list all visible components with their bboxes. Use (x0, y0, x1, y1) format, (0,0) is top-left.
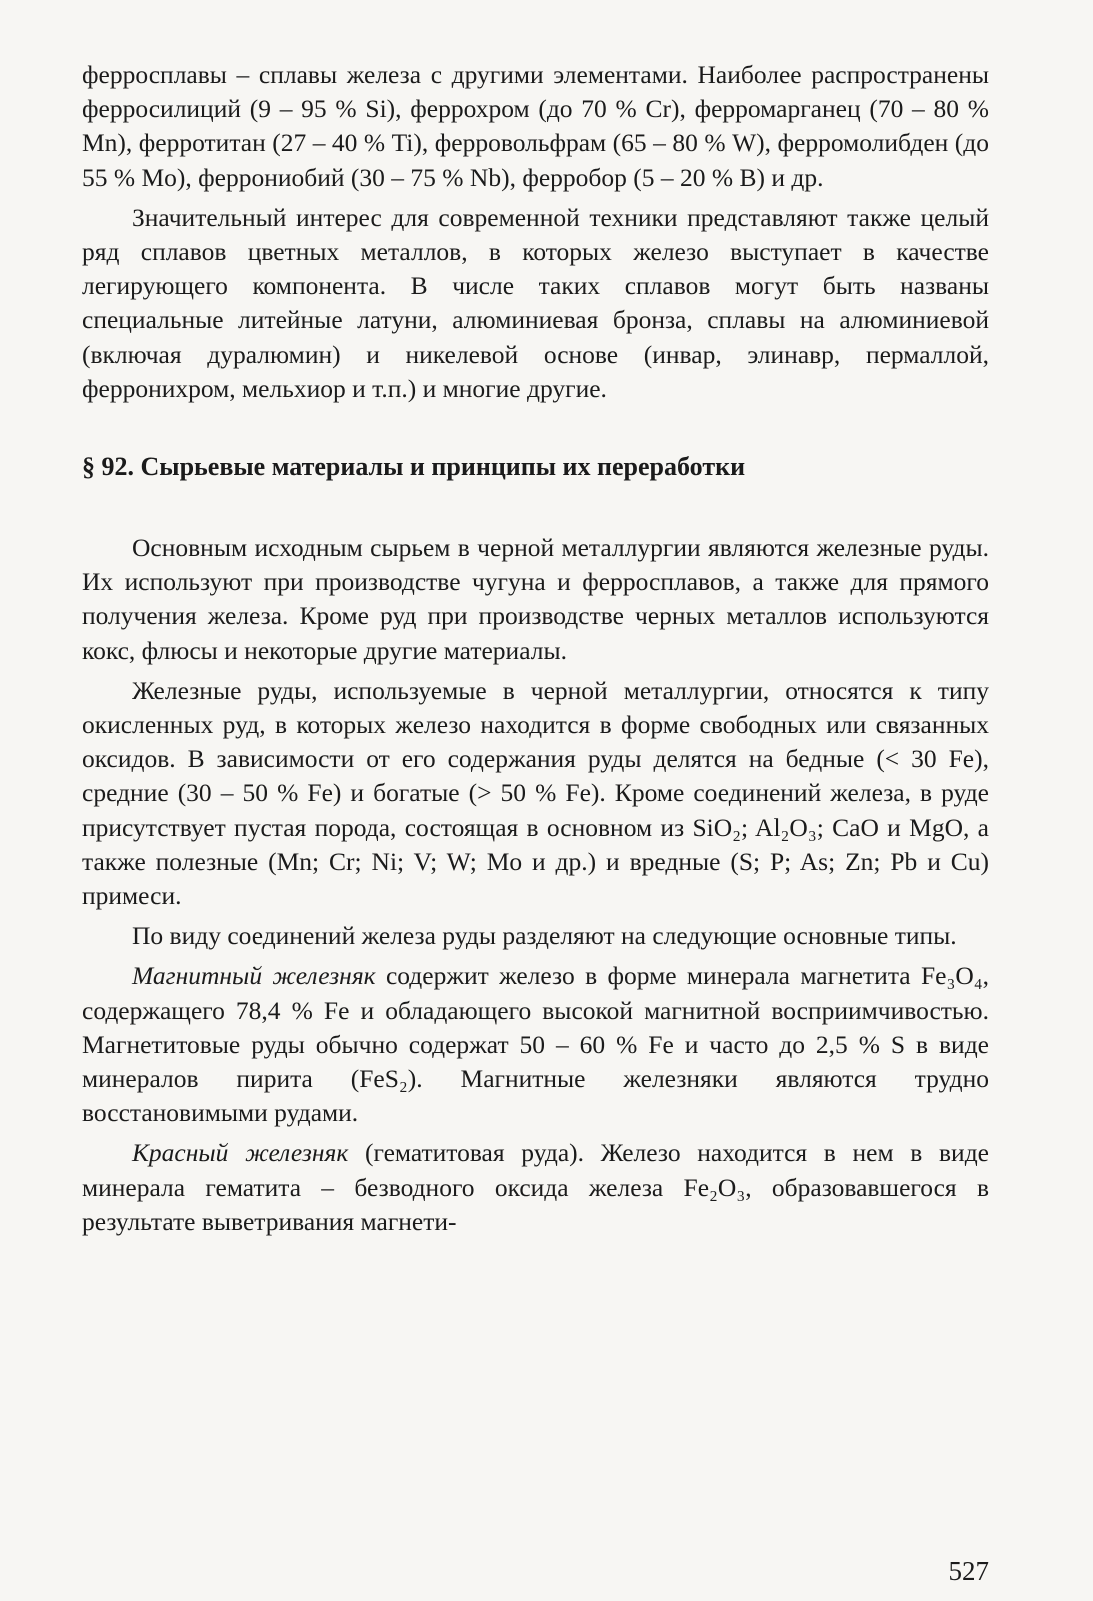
paragraph-hematite-text: (гематитовая руда). Железо находится в нем в виде минерала гематита – безводного оксида железа Fe₂O₃, образовавшегося в результате выветривания магнети- (82, 1138, 989, 1236)
paragraph-magnetite-text: содержит железо в форме минерала магнетита Fe₃O₄, содержащего 78,4 % Fe и обладающего высокой магнитной восприимчивостью. Магнетитовые руды обычно содержат 50 – 60 % Fe и часто до 2,5 % S в виде минералов пирита (FeS₂). Магнитные железняки являются трудно восстановимыми рудами. (82, 961, 990, 1128)
section-body (82, 531, 989, 1239)
paragraph-iron-ores: Железные руды, используемые в черной металлургии, относятся к типу окисленных руд, в которых железо находится в форме свободных или связанных оксидов. В зависимости от его содержания руды делятся на бедные (< 30 Fe), средние (30 – 50 % Fe) и богатые (> 50 % Fe). Кроме соединений железа, в руде присутствует пустая порода, состоящая в основном из SiO₂; Al₂O₃; CaO и MgO, а также полезные (Mn; Cr; Ni; V; W; Mo и др.) и вредные (S; P; As; Zn; Pb и Cu) примеси. (82, 675, 989, 911)
term-hematite: Красный железняк (132, 1138, 349, 1168)
term-magnetite: Магнитный железняк (132, 961, 376, 991)
paragraph-raw-materials: Основным исходным сырьем в черной металлургии являются железные руды. Их используют при производстве чугуна и ферросплавов, а также для прямого получения железа. Кроме руд при производстве черных металлов используются кокс, флюсы и некоторые другие материалы. (82, 533, 989, 665)
paragraph-hematite (82, 1136, 989, 1239)
section-heading: § 92. Сырьевые материалы и принципы их переработки (82, 452, 746, 482)
paragraph-magnetite (82, 959, 989, 1130)
paragraph-ferroalloys: ферросплавы – сплавы железа с другими элементами. Наиболее распространены ферросилиций (9 – 95 % Si), феррохром (до 70 % Cr), ферромарганец (70 – 80 % Mn), ферротитан (27 – 40 % Ti), ферровольфрам (65 – 80 % W), ферромолибден (до 55 % Mo), феррониобий (30 – 75 % Nb), ферробор (5 – 20 % B) и др. (82, 60, 989, 192)
paragraph-ore-types: По виду соединений железа руды разделяют на следующие основные типы. (132, 921, 957, 951)
paragraph-nonferrous-alloys: Значительный интерес для современной техники представляют также целый ряд сплавов цветных металлов, в которых железо выступает в качестве легирующего компонента. В числе таких сплавов могут быть названы специальные литейные латуни, алюминиевая бронза, сплавы на алюминиевой (включая дуралюмин) и никелевой основе (инвар, элинавр, пермаллой, ферронихром, мельхиор и т.п.) и многие другие. (82, 202, 989, 403)
page-number: 527 (948, 1556, 989, 1586)
